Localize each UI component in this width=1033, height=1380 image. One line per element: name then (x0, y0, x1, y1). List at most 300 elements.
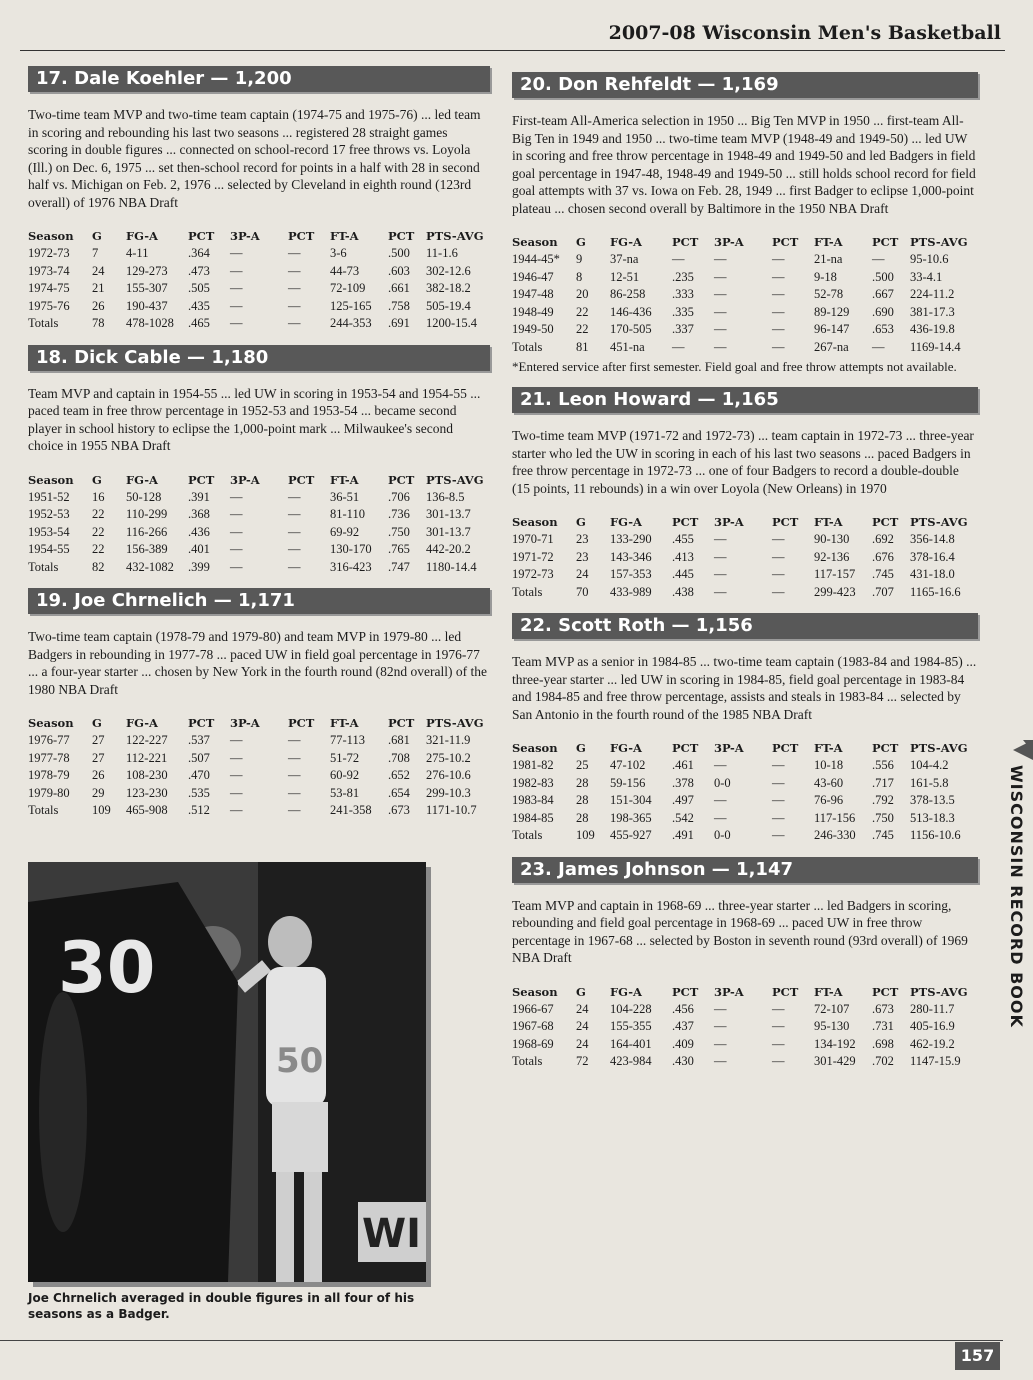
table-cell: 53-81 (330, 785, 360, 800)
table-cell: 301-429 (814, 1054, 856, 1069)
table-cell: .653 (872, 322, 894, 337)
stats-header-row (512, 515, 978, 531)
table-cell: 1984-85 (512, 810, 554, 825)
table-cell: — (772, 793, 785, 808)
table-cell: — (714, 304, 727, 319)
table-cell: — (772, 1036, 785, 1051)
table-cell: — (288, 298, 301, 313)
column-header: 3P-A (714, 984, 744, 999)
table-cell: 27 (92, 750, 105, 765)
stats-header-row (28, 229, 490, 245)
table-cell: 95-130 (814, 1019, 850, 1034)
table-cell: .491 (672, 828, 694, 843)
table-cell: — (772, 775, 785, 790)
column-header: PTS-AVG (426, 716, 484, 730)
column-header: Season (28, 716, 74, 730)
table-cell: 60-92 (330, 768, 360, 783)
table-cell: 134-192 (814, 1036, 856, 1051)
table-cell: 24 (92, 263, 105, 278)
column-header: G (92, 716, 102, 730)
table-cell: — (772, 269, 785, 284)
table-cell: 72-109 (330, 281, 366, 296)
table-cell: 36-51 (330, 489, 360, 504)
table-cell: — (230, 542, 243, 557)
table-cell: 43-60 (814, 775, 844, 790)
table-cell: 110-299 (126, 507, 168, 522)
table-cell: .673 (872, 1001, 894, 1016)
column-header: FT-A (814, 741, 843, 755)
table-row (28, 802, 490, 820)
column-header: PTS-AVG (426, 472, 484, 487)
table-cell: 1180-14.4 (426, 559, 477, 574)
table-cell: .731 (872, 1019, 894, 1034)
table-cell: .750 (872, 810, 894, 825)
table-cell: 241-358 (330, 803, 372, 818)
footer-rule (0, 1340, 1003, 1341)
table-cell: 302-12.6 (426, 263, 471, 278)
table-cell: 244-353 (330, 316, 372, 331)
banner-text: WI (362, 1211, 422, 1257)
table-cell: — (772, 810, 785, 825)
table-cell: — (772, 1001, 785, 1016)
table-cell: 1951-52 (28, 489, 70, 504)
column-header: PCT (872, 741, 899, 755)
column-header: PCT (772, 515, 799, 529)
table-cell: 104-228 (610, 1001, 652, 1016)
table-cell: 9 (576, 252, 583, 267)
table-cell: 1200-15.4 (426, 316, 478, 331)
table-cell: .708 (388, 750, 410, 765)
table-cell: 465-908 (126, 803, 168, 818)
table-cell: 8 (576, 269, 583, 284)
table-cell: Totals (512, 828, 543, 843)
section-title: 18. Dick Cable — 1,180 (28, 345, 490, 371)
table-cell: — (288, 785, 301, 800)
table-cell: — (772, 1054, 785, 1069)
table-cell: 104-4.2 (910, 758, 949, 773)
table-cell: 59-156 (610, 775, 646, 790)
table-cell: 24 (576, 1019, 589, 1034)
column-header: FG-A (126, 229, 158, 243)
table-cell: — (714, 532, 727, 547)
table-cell: .436 (188, 524, 210, 539)
player-section (512, 857, 978, 1071)
table-cell: 81-110 (330, 507, 365, 522)
table-cell: .681 (388, 733, 410, 748)
stats-header-row (28, 716, 490, 732)
table-cell: — (230, 750, 243, 765)
table-cell: .673 (388, 803, 410, 818)
table-cell: 436-19.8 (910, 322, 955, 337)
table-cell: 123-230 (126, 785, 168, 800)
stats-header-row (512, 235, 978, 251)
table-cell: .661 (388, 281, 410, 296)
table-cell: 133-290 (610, 532, 652, 547)
table-cell: 122-227 (126, 733, 168, 748)
table-cell: 378-13.5 (910, 793, 955, 808)
table-cell: .333 (672, 287, 694, 302)
table-cell: 321-11.9 (426, 733, 471, 748)
table-cell: — (714, 339, 727, 354)
table-cell: 130-170 (330, 542, 372, 557)
table-cell: — (288, 524, 301, 539)
stats-table (512, 235, 978, 356)
table-cell: — (772, 287, 785, 302)
table-cell: .473 (188, 263, 210, 278)
table-cell: 24 (576, 1036, 589, 1051)
table-cell: 156-389 (126, 542, 168, 557)
column-header: FG-A (126, 472, 158, 487)
column-header: PCT (288, 716, 315, 730)
column-header: 3P-A (230, 716, 260, 730)
table-cell: 1952-53 (28, 507, 70, 522)
table-cell: — (288, 507, 301, 522)
column-header: FG-A (610, 515, 642, 529)
section-title: 20. Don Rehfeldt — 1,169 (512, 72, 978, 98)
table-cell: — (230, 524, 243, 539)
table-cell: .500 (872, 269, 894, 284)
column-header: PCT (288, 472, 315, 487)
table-cell: — (714, 287, 727, 302)
table-cell: — (288, 750, 301, 765)
table-row (28, 541, 490, 559)
table-cell: .758 (388, 298, 410, 313)
table-cell: — (288, 263, 301, 278)
column-header: PCT (188, 716, 215, 730)
table-cell: 47-102 (610, 758, 646, 773)
table-cell: 52-78 (814, 287, 844, 302)
table-cell: 25 (576, 758, 589, 773)
table-cell: .512 (188, 803, 210, 818)
table-cell: 157-353 (610, 567, 652, 582)
table-row (512, 792, 978, 810)
column-header: Season (512, 984, 558, 999)
table-cell: — (772, 252, 785, 267)
table-cell: 299-423 (814, 584, 856, 599)
table-cell: — (772, 584, 785, 599)
table-cell: 1983-84 (512, 793, 554, 808)
player-photo (28, 862, 426, 1282)
table-cell: .401 (188, 542, 210, 557)
table-cell: 455-927 (610, 828, 652, 843)
table-cell: .470 (188, 768, 210, 783)
table-cell: .378 (672, 775, 694, 790)
column-header: PTS-AVG (910, 235, 968, 249)
column-header: FT-A (814, 235, 843, 249)
table-cell: .691 (388, 316, 410, 331)
footnote: *Entered service after first semester. Field goal and free throw attempts not available. (512, 359, 957, 374)
table-cell: 90-130 (814, 532, 850, 547)
table-cell: — (714, 269, 727, 284)
stats-table (512, 985, 978, 1071)
table-cell: — (230, 246, 243, 261)
column-header: G (576, 984, 586, 999)
column-header: PCT (872, 984, 899, 999)
column-header: PCT (388, 472, 415, 487)
column-header: PTS-AVG (426, 229, 484, 243)
column-header: PCT (188, 472, 215, 487)
column-header: PCT (672, 235, 699, 249)
table-row (512, 251, 978, 269)
table-cell: — (772, 304, 785, 319)
table-cell: — (288, 803, 301, 818)
table-row (28, 315, 490, 333)
table-cell: — (872, 252, 885, 267)
table-row (28, 524, 490, 542)
table-cell: — (714, 584, 727, 599)
table-cell: — (772, 339, 785, 354)
table-cell: 3-6 (330, 246, 347, 261)
table-cell: 1973-74 (28, 263, 70, 278)
table-cell: 37-na (610, 252, 639, 267)
table-cell: 20 (576, 287, 589, 302)
table-cell: 423-984 (610, 1054, 652, 1069)
table-cell: — (288, 316, 301, 331)
table-cell: 513-18.3 (910, 810, 955, 825)
table-cell: 96-147 (814, 322, 850, 337)
table-cell: — (230, 489, 243, 504)
column-header: PCT (872, 235, 899, 249)
column-header: PTS-AVG (910, 741, 968, 755)
table-cell: .535 (188, 785, 210, 800)
table-cell: .736 (388, 507, 410, 522)
table-cell: 1949-50 (512, 322, 554, 337)
table-cell: — (288, 559, 301, 574)
table-cell: .542 (672, 810, 694, 825)
table-cell: 381-17.3 (910, 304, 955, 319)
table-cell: — (230, 316, 243, 331)
table-cell: .430 (672, 1054, 694, 1069)
table-cell: 28 (576, 810, 589, 825)
table-cell: — (872, 339, 885, 354)
table-cell: .455 (672, 532, 694, 547)
table-row (512, 531, 978, 549)
table-cell: .556 (872, 758, 894, 773)
table-cell: — (230, 263, 243, 278)
table-cell: Totals (512, 1054, 543, 1069)
table-cell: 1967-68 (512, 1019, 554, 1034)
side-tab-label: WISCONSIN RECORD BOOK (1007, 765, 1026, 1028)
table-cell: 405-16.9 (910, 1019, 955, 1034)
table-cell: 69-92 (330, 524, 360, 539)
table-cell: 378-16.4 (910, 549, 955, 564)
table-cell: 1944-45* (512, 252, 560, 267)
column-header: PCT (388, 229, 415, 243)
player-section (28, 66, 490, 333)
table-cell: .692 (872, 532, 894, 547)
table-cell: — (230, 559, 243, 574)
table-cell: 146-436 (610, 304, 652, 319)
table-cell: 16 (92, 489, 105, 504)
table-cell: 9-18 (814, 269, 837, 284)
column-header: PCT (772, 741, 799, 755)
table-cell: 12-51 (610, 269, 640, 284)
table-cell: 1171-10.7 (426, 803, 477, 818)
table-cell: 1979-80 (28, 785, 70, 800)
table-cell: 442-20.2 (426, 542, 471, 557)
table-cell: — (714, 1001, 727, 1016)
table-cell: .399 (188, 559, 210, 574)
table-cell: 22 (576, 322, 589, 337)
column-header: G (576, 515, 586, 529)
player-jersey-number: 50 (276, 1041, 324, 1081)
stats-table (512, 741, 978, 845)
table-row (512, 549, 978, 567)
table-cell: 431-18.0 (910, 567, 955, 582)
table-row (512, 286, 978, 304)
table-cell: — (714, 810, 727, 825)
table-cell: 27 (92, 733, 105, 748)
table-cell: Totals (512, 584, 543, 599)
stats-header-row (28, 473, 490, 489)
table-cell: 1972-73 (512, 567, 554, 582)
player-bio: Two-time team MVP and two-time team captain (1974-75 and 1975-76) ... led team in scoring and rebounding his last two seasons ... registered 28 straight games scoring in double figures ... connected on school-record 17 free throws vs. Loyola (Ill.) on Dec. 6, 1975 ... set then-school record for points in a half with 28 in second half vs. Michigan on Feb. 2, 1976 ... selected by Cleveland in eighth round (123rd overall) of 1976 NBA Draft (28, 107, 481, 210)
table-cell: — (230, 768, 243, 783)
table-cell: .652 (388, 768, 410, 783)
table-cell: 23 (576, 532, 589, 547)
table-cell: — (714, 567, 727, 582)
table-cell: .337 (672, 322, 694, 337)
table-cell: 451-na (610, 339, 645, 354)
column-header: PCT (872, 515, 899, 529)
table-cell: — (772, 1019, 785, 1034)
table-row (28, 263, 490, 281)
table-row (28, 767, 490, 785)
column-header: FG-A (610, 741, 642, 755)
table-cell: 50-128 (126, 489, 162, 504)
table-cell: 109 (92, 803, 111, 818)
table-cell: 112-221 (126, 750, 168, 765)
table-cell: .465 (188, 316, 210, 331)
table-cell: 155-355 (610, 1019, 652, 1034)
column-header: FT-A (330, 229, 359, 243)
table-row (512, 304, 978, 322)
player-bio: First-team All-America selection in 1950 ... Big Ten MVP in 1950 ... first-team All-Big Ten in 1949 and 1950 ... two-time team MVP (1948-49 and 1949-50) ... led UW in scoring and free throw percentage in 1948-49 and 1949-50 and led Badgers in field goal percentage in 1947-48, 1948-49 and 1949-50 ... still holds school record for field goal attempts with 37 vs. Iowa on Feb. 28, 1949 ... first Badger to eclipse 1,000-point plateau ... chosen second overall by Baltimore in the 1950 NBA Draft (512, 113, 976, 216)
table-cell: 505-19.4 (426, 298, 471, 313)
table-cell: 28 (576, 793, 589, 808)
table-cell: 356-14.8 (910, 532, 955, 547)
table-cell: 77-113 (330, 733, 365, 748)
table-cell: 1947-48 (512, 287, 554, 302)
table-cell: .364 (188, 246, 210, 261)
table-cell: 22 (576, 304, 589, 319)
player-bio: Two-time team captain (1978-79 and 1979-80) and team MVP in 1979-80 ... led Badgers in rebounding in 1977-78 ... paced UW in field goal percentage in 1976-77 ... a four-year starter ... chosen by New York in the fourth round (82nd overall) of the 1980 NBA Draft (28, 629, 487, 697)
table-cell: 1953-54 (28, 524, 70, 539)
table-cell: — (230, 507, 243, 522)
table-cell: 301-13.7 (426, 507, 471, 522)
player-section (512, 613, 978, 845)
table-row (512, 584, 978, 602)
left-column (28, 66, 490, 832)
table-cell: .654 (388, 785, 410, 800)
column-header: Season (512, 515, 558, 529)
table-cell: 1156-10.6 (910, 828, 961, 843)
table-cell: — (288, 542, 301, 557)
table-row (28, 489, 490, 507)
table-cell: .706 (388, 489, 410, 504)
table-cell: — (672, 252, 685, 267)
stats-header-row (512, 741, 978, 757)
table-cell: — (230, 733, 243, 748)
column-header: 3P-A (714, 235, 744, 249)
column-header: PCT (388, 716, 415, 730)
table-cell: 1975-76 (28, 298, 70, 313)
column-header: FG-A (126, 716, 158, 730)
stats-table (28, 716, 490, 820)
section-title: 21. Leon Howard — 1,165 (512, 387, 978, 413)
column-header: FT-A (330, 716, 359, 730)
column-header: FG-A (610, 984, 642, 999)
column-header: 3P-A (230, 472, 260, 487)
column-header: Season (512, 741, 558, 755)
table-cell: 382-18.2 (426, 281, 471, 296)
table-cell: .667 (872, 287, 894, 302)
table-cell: 1977-78 (28, 750, 70, 765)
section-title: 17. Dale Koehler — 1,200 (28, 66, 490, 92)
table-cell: 78 (92, 316, 105, 331)
table-cell: — (230, 785, 243, 800)
table-row (28, 280, 490, 298)
table-row (28, 506, 490, 524)
table-cell: 143-346 (610, 549, 652, 564)
column-header: G (576, 741, 586, 755)
column-header: PCT (672, 515, 699, 529)
table-cell: 116-266 (126, 524, 168, 539)
table-cell: 280-11.7 (910, 1001, 955, 1016)
table-cell: 433-989 (610, 584, 652, 599)
table-cell: — (288, 281, 301, 296)
table-cell: 1954-55 (28, 542, 70, 557)
table-row (512, 339, 978, 357)
table-cell: 26 (92, 768, 105, 783)
table-cell: — (772, 828, 785, 843)
photo-illustration (28, 862, 426, 1282)
table-cell: 51-72 (330, 750, 360, 765)
table-cell: .409 (672, 1036, 694, 1051)
stats-table (512, 515, 978, 601)
table-cell: .335 (672, 304, 694, 319)
table-cell: .461 (672, 758, 694, 773)
table-cell: .438 (672, 584, 694, 599)
table-cell: — (772, 758, 785, 773)
table-row (28, 750, 490, 768)
player-bio: Team MVP as a senior in 1984-85 ... two-time team captain (1983-84 and 1984-85) ... three-year starter ... led UW in scoring in 1984-85, field goal percentage in 1983-84 and 1984-85 and free throw percentage, assists and steals in 1983-84 ... selected by San Antonio in the fourth round of the 1985 NBA Draft (512, 654, 977, 722)
table-row (512, 1036, 978, 1054)
table-cell: 1976-77 (28, 733, 70, 748)
table-cell: 23 (576, 549, 589, 564)
table-cell: 11-1.6 (426, 246, 458, 261)
stats-header-row (512, 985, 978, 1001)
table-cell: 267-na (814, 339, 849, 354)
table-cell: 246-330 (814, 828, 856, 843)
column-header: PCT (772, 984, 799, 999)
table-cell: 0-0 (714, 828, 731, 843)
table-cell: 198-365 (610, 810, 652, 825)
table-cell: — (288, 768, 301, 783)
table-cell: 24 (576, 567, 589, 582)
table-cell: — (672, 339, 685, 354)
table-cell: 108-230 (126, 768, 168, 783)
table-cell: .445 (672, 567, 694, 582)
table-cell: — (772, 549, 785, 564)
table-cell: 224-11.2 (910, 287, 955, 302)
table-cell: Totals (28, 559, 59, 574)
column-header: PCT (672, 741, 699, 755)
column-header: 3P-A (714, 741, 744, 755)
table-cell: .690 (872, 304, 894, 319)
table-cell: .368 (188, 507, 210, 522)
table-cell: .537 (188, 733, 210, 748)
